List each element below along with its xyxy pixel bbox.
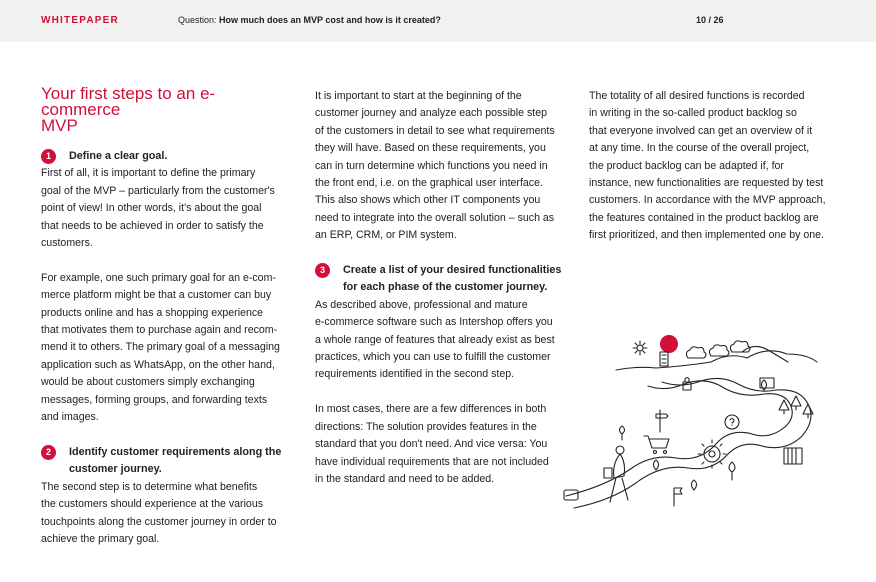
section-title bbox=[41, 86, 291, 134]
paragraph-line: the features contained in the product backlog are bbox=[589, 211, 819, 224]
paragraph-line: need to integrate into the overall solution – such as bbox=[315, 211, 555, 224]
paragraph-line: in writing in the so-called product backlog so bbox=[589, 107, 797, 120]
step-title-line: Create a list of your desired functionalities bbox=[343, 264, 562, 277]
building-icon bbox=[660, 352, 668, 366]
question-header bbox=[178, 15, 441, 25]
paragraph-line: achieve the primary goal. bbox=[41, 532, 160, 545]
paragraph-line: that motivates them to purchase again and recom- bbox=[41, 324, 278, 337]
section-title-line: Your first steps to an e-commerce bbox=[41, 84, 216, 119]
paragraph-line: standard that you don't need. And vice versa: You bbox=[315, 438, 548, 451]
step-title-line: Identify customer requirements along the bbox=[69, 445, 282, 458]
column-3 bbox=[589, 88, 844, 245]
paragraph-line: For example, one such primary goal for an e-com- bbox=[41, 271, 276, 284]
page-header bbox=[0, 0, 876, 42]
paragraph-line: practices, which you can use to fulfill the customer bbox=[315, 351, 551, 364]
paragraph-line: the product backlog can be adapted if, for bbox=[589, 159, 784, 172]
page-number: 10 / 26 bbox=[696, 15, 724, 25]
step-2-heading bbox=[41, 444, 291, 479]
paragraph-line: The second step is to determine what benefits bbox=[41, 480, 258, 493]
customer-journey-illustration bbox=[556, 330, 846, 526]
paragraph-line: of the customers in detail to see what requirements bbox=[315, 124, 555, 137]
column-2 bbox=[315, 88, 565, 488]
paragraph-line: the front end, i.e. on the graphical user interface. bbox=[315, 177, 543, 190]
paragraph-line: customers. In accordance with the MVP approach, bbox=[589, 194, 826, 207]
paragraph-line: customers. bbox=[41, 237, 93, 250]
paragraph-line: directions: The solution provides features in the bbox=[315, 420, 537, 433]
paragraph-line: at any time. In the course of the overall project, bbox=[589, 142, 810, 155]
paragraph-line: This also shows which other IT components you bbox=[315, 194, 541, 207]
paragraph-line: products online and has a shopping experience bbox=[41, 306, 264, 319]
paragraph-line: goal of the MVP – particularly from the customer's bbox=[41, 184, 275, 197]
hill-icon bbox=[742, 346, 788, 362]
step-number-badge: 2 bbox=[41, 445, 56, 460]
paragraph-line: requirements identified in the second step. bbox=[315, 368, 515, 381]
paragraph-line: merce platform might be that a customer can buy bbox=[41, 289, 272, 302]
journey-road bbox=[566, 381, 792, 496]
hills-line bbox=[616, 351, 817, 370]
question-text: How much does an MVP cost and how is it created? bbox=[219, 15, 441, 25]
paragraph-line: e-commerce software such as Intershop offers you bbox=[315, 316, 553, 329]
step-title bbox=[343, 262, 561, 297]
paragraph-line: first prioritized, and then implemented one by one. bbox=[589, 229, 824, 242]
paragraph-line: a whole range of features that already exist as best bbox=[315, 333, 555, 346]
paragraph-line: an ERP, CRM, or PIM system. bbox=[315, 229, 457, 242]
step-number-badge: 3 bbox=[315, 263, 330, 278]
paragraph-line: can in turn determine which functions you need in bbox=[315, 159, 548, 172]
person-icon bbox=[604, 446, 628, 502]
paragraph-line: First of all, it is important to define the primary bbox=[41, 167, 256, 180]
location-pin-icon bbox=[654, 380, 767, 490]
paragraph-line: The totality of all desired functions is recorded bbox=[589, 90, 805, 102]
paragraph-line: customer journey and analyze each possible step bbox=[315, 107, 548, 120]
question-bubble-icon bbox=[725, 415, 739, 429]
step-title-line: for each phase of the customer journey. bbox=[343, 281, 548, 294]
step-title-line: customer journey. bbox=[69, 463, 162, 476]
paragraph-line: have individual requirements that are not included bbox=[315, 455, 549, 468]
brand-label: WHITEPAPER bbox=[41, 15, 119, 26]
paragraph-line: As described above, professional and mature bbox=[315, 298, 528, 311]
package-icon bbox=[784, 448, 802, 464]
paragraph-line: the customers should experience at the various bbox=[41, 498, 264, 511]
paragraph-line: messages, forming groups, and forwarding texts bbox=[41, 393, 268, 406]
red-dot-icon bbox=[660, 335, 678, 353]
paragraph-line: application such as WhatsApp, on the other hand, bbox=[41, 358, 275, 371]
step-1-heading bbox=[41, 148, 291, 165]
shopping-cart-icon bbox=[644, 436, 669, 454]
paragraph-line: touchpoints along the customer journey in order to bbox=[41, 515, 277, 528]
paragraph-line: and images. bbox=[41, 411, 99, 424]
flag-icon bbox=[674, 488, 682, 506]
step-title bbox=[69, 444, 281, 479]
paragraph-line: they will have. Based on these requirements, you bbox=[315, 142, 546, 155]
column-1 bbox=[41, 86, 291, 548]
paragraph-line: mend it to others. The primary goal of a messaging bbox=[41, 341, 280, 354]
cloud-icon bbox=[686, 341, 750, 358]
step-3-heading bbox=[315, 262, 565, 297]
sun-icon bbox=[633, 341, 647, 355]
paragraph-line: instance, new functionalities are requested by test bbox=[589, 177, 824, 190]
paragraph-line: point of view! In other words, it's about the goal bbox=[41, 202, 262, 215]
paragraph-line: In most cases, there are a few differences in both bbox=[315, 403, 547, 416]
section-title-line: MVP bbox=[41, 116, 78, 135]
question-label: Question: bbox=[178, 15, 217, 25]
step-title: Define a clear goal. bbox=[69, 150, 168, 162]
step-number-badge: 1 bbox=[41, 149, 56, 164]
signpost-icon bbox=[656, 410, 668, 432]
paragraph-line: that needs to be achieved in order to satisfy the bbox=[41, 219, 264, 232]
gear-icon bbox=[698, 440, 726, 468]
paragraph-line: that everyone involved can get an overview of it bbox=[589, 124, 813, 137]
paragraph-line: It is important to start at the beginning of the bbox=[315, 90, 522, 102]
paragraph-line: in the standard and need to be added. bbox=[315, 472, 495, 485]
paragraph-line: would be about customers simply exchanging bbox=[41, 376, 255, 389]
